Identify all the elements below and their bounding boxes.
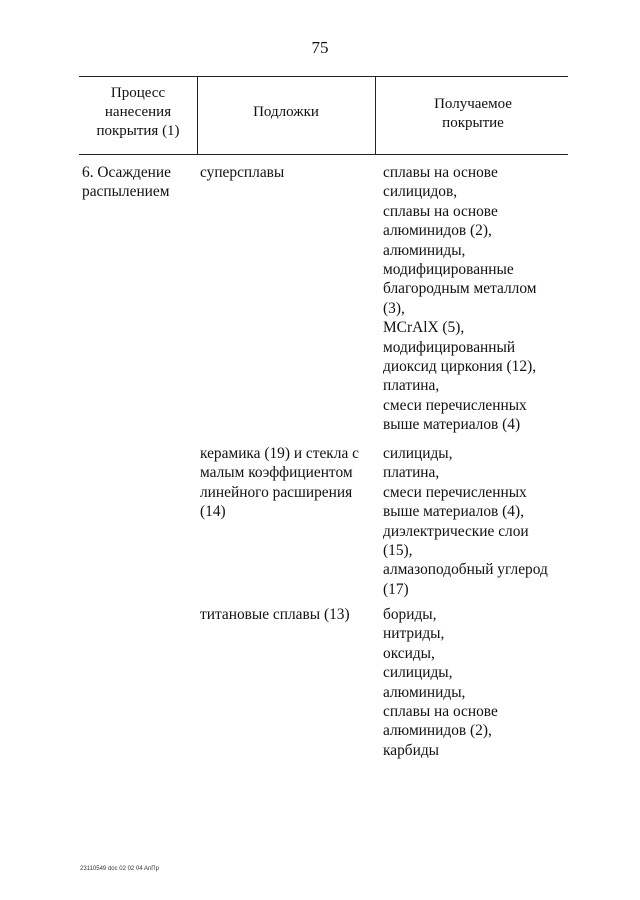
table-top-rule (79, 76, 568, 77)
header-process-line: Процесс (110, 85, 166, 101)
process-line: 6. Осаждение (82, 164, 171, 181)
coating-line: MCrAlX (5), (383, 319, 465, 337)
coating-line: диоксид циркония (12), (383, 358, 537, 376)
coating-line: благородным металлом (383, 280, 537, 298)
coating-line: бориды, (383, 606, 437, 623)
coating-line: сплавы на основе (383, 202, 498, 220)
page-number: 75 (311, 38, 329, 57)
substrate-line: титановые сплавы (13) (200, 606, 350, 623)
coating-line: (3), (383, 299, 405, 317)
coating-line: алюминидов (2), (383, 222, 492, 240)
coating-line: диэлектрические слои (383, 522, 529, 540)
header-coating-line: покрытие (442, 115, 504, 131)
header-process-line: нанесения (104, 104, 172, 120)
coating-cell-2 (383, 444, 573, 599)
coating-line: алюминидов (2), (383, 722, 492, 740)
header-substrates-line: Подложки (253, 104, 319, 120)
coating-line: смеси перечисленных (383, 483, 527, 501)
substrate-line: линейного расширения (200, 483, 353, 501)
coating-line: алюминиды, (383, 241, 466, 259)
substrate-cell-1 (200, 163, 376, 182)
coating-cell-3 (383, 605, 573, 760)
header-coating-line: Получаемое (434, 96, 512, 112)
coating-line: алмазоподобный углерод (383, 561, 548, 579)
process-cell (82, 163, 194, 202)
coating-line: платина, (383, 464, 440, 482)
coating-line: оксиды, (383, 644, 435, 662)
coating-line: (15), (383, 542, 413, 560)
process-line: распылением (82, 183, 170, 201)
substrate-cell-3 (200, 605, 376, 624)
coating-line: выше материалов (4) (383, 416, 521, 434)
coating-line: платина, (383, 377, 440, 395)
coating-line: модифицированный (383, 338, 516, 356)
substrate-line: малым коэффициентом (200, 464, 353, 482)
coating-line: (17) (383, 580, 409, 598)
header-divider-2 (375, 76, 376, 154)
header-process-line: покрытия (1) (96, 123, 180, 139)
coating-line: силициды, (383, 445, 453, 462)
table-header-rule (79, 154, 568, 155)
substrate-cell-2 (200, 444, 376, 522)
substrate-line: керамика (19) и стекла с (200, 445, 359, 462)
substrate-line: суперсплавы (200, 164, 285, 181)
coating-line: выше материалов (4), (383, 503, 524, 521)
header-coating (378, 95, 568, 133)
coating-line: карбиды (383, 741, 440, 759)
coating-line: сплавы на основе (383, 164, 498, 181)
document-footer: 23110549 doc 02 02 04 AnПр (80, 866, 159, 872)
coating-line: модифицированные (383, 261, 514, 279)
coating-line: смеси перечисленных (383, 396, 527, 414)
coating-line: силицидов, (383, 183, 458, 201)
header-divider-1 (197, 76, 198, 154)
substrate-line: (14) (200, 503, 226, 521)
header-process (82, 84, 194, 141)
coating-cell-1 (383, 163, 573, 435)
coating-line: нитриды, (383, 625, 445, 643)
header-substrates (200, 103, 372, 122)
coating-line: силициды, (383, 664, 453, 682)
coating-line: алюминиды, (383, 683, 466, 701)
coating-line: сплавы на основе (383, 703, 498, 721)
